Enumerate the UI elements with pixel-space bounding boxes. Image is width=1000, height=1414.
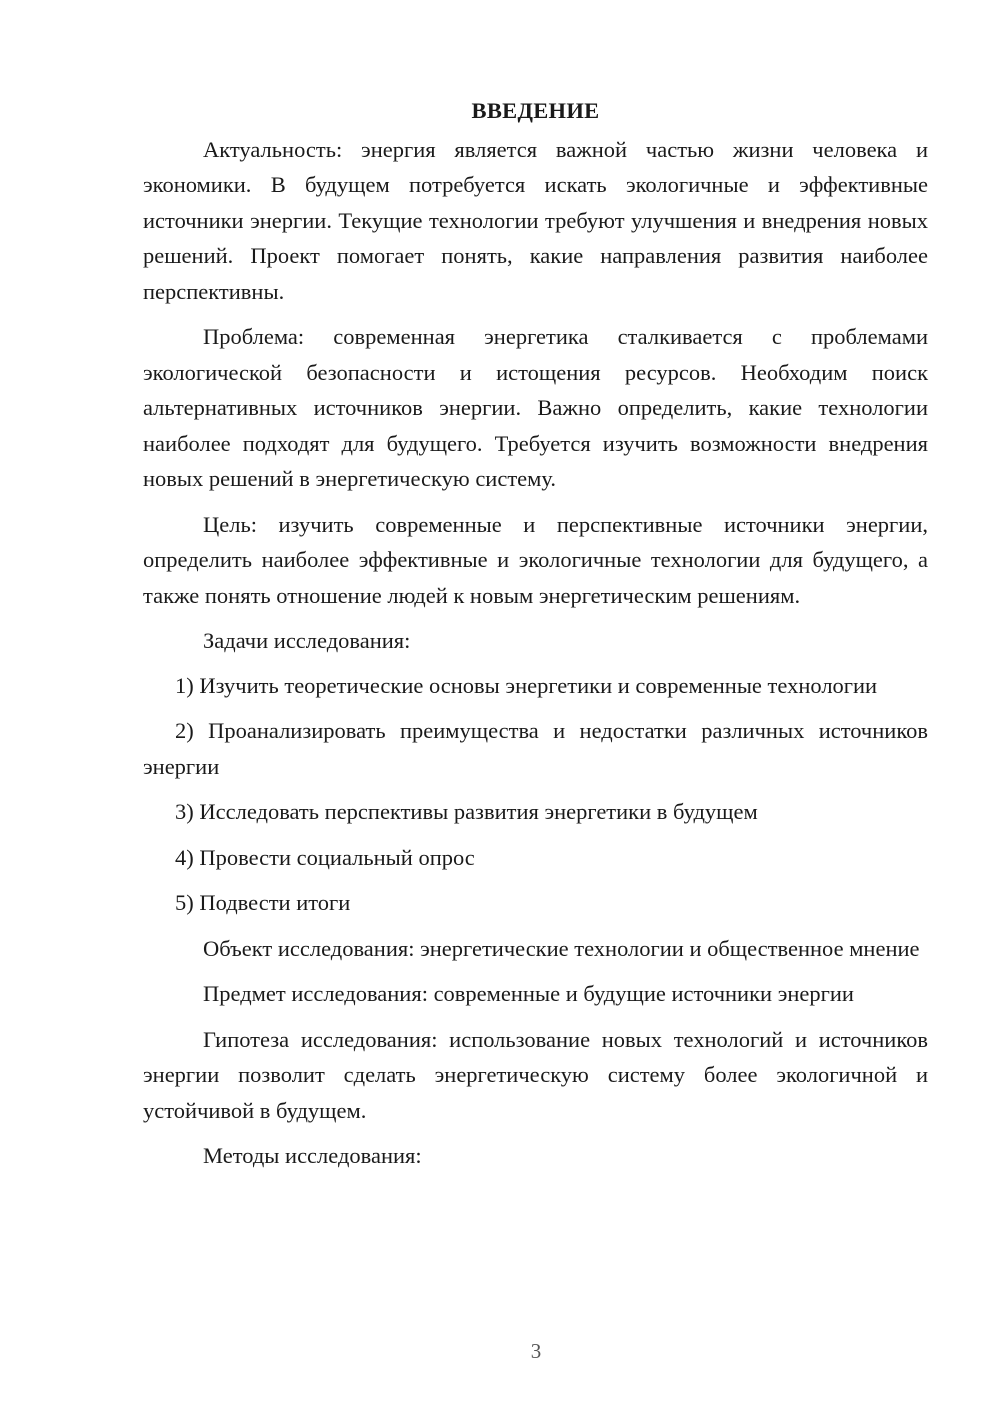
list-item-task-1: 1) Изучить теоретические основы энергетики и современные технологии bbox=[175, 672, 878, 698]
paragraph-methods-heading: Методы исследования: bbox=[203, 1143, 422, 1168]
paragraph-object: Объект исследования: энергетические технологии и общественное мнение bbox=[203, 935, 920, 961]
list-item-task-3: 3) Исследовать перспективы развития энергетики в будущем bbox=[175, 799, 758, 824]
list-item-task-2: 2) Проанализировать преимущества и недостатки различных источников энергии bbox=[143, 718, 928, 779]
list-item-task-4: 4) Провести социальный опрос bbox=[175, 844, 475, 870]
paragraph-problem: Проблема: современная энергетика сталкивается с проблемами экологической безопасности и истощения ресурсов. Необходим поиск альтернативных источников энергии. Важно определить, какие технологии наиболее подходят для будущего. Требуется изучить возможности внедрения новых решений в энергетическую систему. bbox=[143, 324, 928, 491]
paragraph-subject: Предмет исследования: современные и будущие источники энергии bbox=[203, 981, 854, 1006]
paragraph-hypothesis: Гипотеза исследования: использование новых технологий и источников энергии позволит сделать энергетическую систему более экологичной и устойчивой в будущем. bbox=[143, 1026, 928, 1123]
tasks-heading: Задачи исследования: bbox=[203, 628, 411, 653]
page-title: ВВЕДЕНИЕ bbox=[471, 98, 600, 123]
list-item-task-5: 5) Подвести итоги bbox=[175, 890, 351, 915]
paragraph-relevance: Актуальность: энергия является важной частью жизни человека и экономики. В будущем потребуется искать экологичные и эффективные источники энергии. Текущие технологии требуют улучшения и внедрения новых решений. Проект помогает понять, какие направления развития наиболее перспективны. bbox=[143, 136, 928, 304]
page-content bbox=[143, 93, 928, 1184]
page-number: 3 bbox=[530, 1339, 542, 1363]
tasks-list bbox=[143, 668, 928, 921]
paragraph-goal: Цель: изучить современные и перспективные источники энергии, определить наиболее эффективные и экологичные технологии для будущего, а также понять отношение людей к новым энергетическим решениям. bbox=[143, 511, 928, 608]
